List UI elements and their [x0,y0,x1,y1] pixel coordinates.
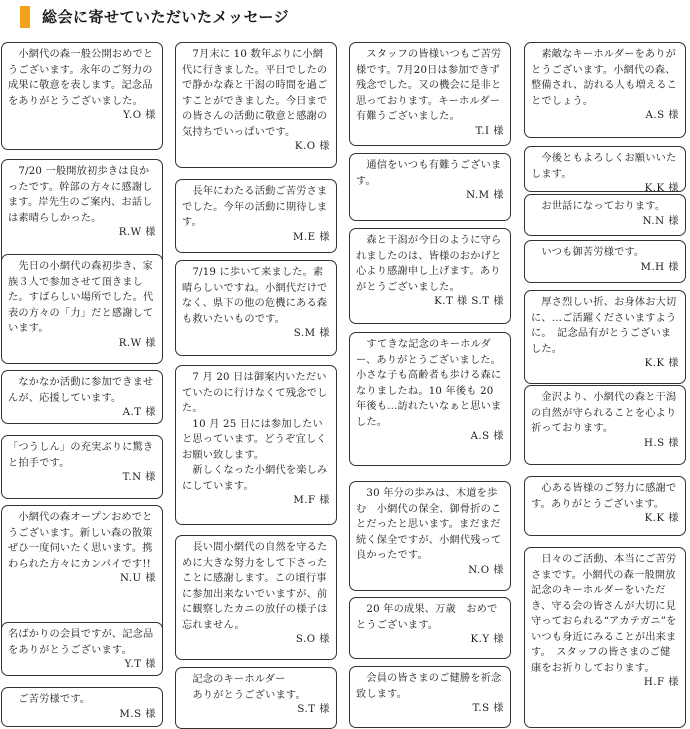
message-card [349,666,511,728]
message-text: 森と干潟が今日のように守られましたのは、皆様のおかげと心より感謝申し上げます。ありがとうございました。 [356,235,502,293]
message-text: 7/20 一般開放初歩きは良かったです。幹部の方々に感謝します。岸先生のご案内、お話しは素晴らしかった。 [8,166,153,224]
message-signature: K.Y 様 [470,634,504,645]
message-card [175,179,337,253]
message-signature: Y.O 様 [123,110,156,121]
message-text: 20 年の成果、万歳 おめでとうございます。 [356,604,498,631]
message-text: ご苦労様です。 [8,694,91,705]
message-card [1,42,163,150]
message-card [349,481,511,591]
message-card [349,332,511,466]
message-card [175,535,337,660]
message-signature: A.S 様 [645,110,679,121]
message-signature: K.O 様 [294,141,330,152]
message-text: 素敵なキーホルダーをありがとうございます。小網代の森、整備され、訪れる人も増えることでしょう。 [531,49,678,107]
message-card [524,194,686,236]
message-signature: N.N 様 [642,215,679,227]
message-card [349,597,511,659]
message-signature: A.S 様 [470,431,504,442]
message-card [1,370,163,424]
message-signature: N.U 様 [119,573,156,584]
message-card [349,228,511,324]
message-text: 7/19 に歩いて来ました。素晴らしいですね。小網代だけでなく、県下の他の危機にある森も救いたいものです。 [182,267,328,325]
message-text: 7 月 20 日は御案内いただいていたのに行けなくて残念でした。 10 月 25 日には参加したいと思っています。どうぞ宜しくお願い致します。 新しくなった小網代を楽しみにしています。 [182,372,328,492]
message-text: 金沢より、小網代の森と干潟の自然が守られることを心より祈っております。 [531,392,677,434]
message-text: 小網代の森オープンおめでとうございます。新しい森の散策ぜひ一度伺いたく思います。携わられた方々にカンパイです!! [8,512,153,570]
message-card [1,687,163,727]
message-card [524,290,686,384]
message-signature: K.K 様 [644,183,679,192]
message-card [524,146,686,192]
message-text: 小網代の森一般公開おめでとうございます。永年のご努力の成果に敬意を表します。記念品をありがとうございました。 [8,49,154,107]
message-text: お世話になっております。 [531,201,666,212]
message-signature: K.K 様 [644,358,679,369]
message-signature: K.K 様 [644,513,679,524]
message-card [524,240,686,283]
message-signature: K.T 様 S.T 様 [434,296,504,307]
message-signature: N.M 様 [466,190,504,201]
page-title: 総会に寄せていただいたメッセージ [42,8,290,26]
message-text: 日々のご活動、本当にご苦労さまです。小網代の森一般開放記念のキーホルダーをいただき、守る会の皆さんが大切に見守っておられる“アカテガニ”をいつも身近にみることが出来ます。 スタッフの皆さまのご健康をお祈りしております。 [531,554,677,674]
message-text: 名ばかりの会員ですが、記念品をありがとうございます。 [8,629,154,656]
message-card [175,667,337,729]
message-text: 心ある皆様のご努力に感謝です。ありがとうございます。 [531,483,677,510]
message-card [175,365,337,525]
message-card [1,435,163,499]
message-signature: T.S 様 [472,703,504,714]
message-signature: T.I 様 [475,125,504,137]
message-card [524,42,686,138]
message-text: 会員の皆さまのご健勝を祈念致します。 [356,673,502,700]
message-signature: M.S 様 [119,708,156,720]
message-text: 今後ともよろしくお願いいたします。 [531,153,677,180]
message-card [524,476,686,536]
message-signature: T.N 様 [122,472,156,483]
message-text: いつも御苦労様です。 [531,247,645,258]
message-signature: M.H 様 [640,261,679,273]
message-card [349,153,511,221]
message-text: 7月末に 10 数年ぶりに小網代に行きました。平日でしたので静かな森と干潟の時間を過ごすことができました。今日までの皆さんの活動に敬意と感謝の気持ちでいっぱいです。 [182,49,328,138]
message-signature: A.T 様 [122,407,156,418]
message-signature: S.M 様 [293,328,330,339]
message-card [175,260,337,356]
message-card [524,547,686,728]
message-signature: M.F 様 [293,495,330,506]
message-card [524,385,686,465]
message-text: すてきな記念のキーホルダー、ありがとうございました。小さな子も高齢者も歩ける森になりましたね。10 年後も 20 年後も…訪れたいなぁと思いました。 [356,339,502,428]
message-signature: Y.T 様 [124,659,156,670]
title-accent-bar [20,6,30,28]
message-text: なかなか活動に参加できませんが、応援しています。 [8,377,154,404]
message-text: 30 年分の歩みは、木道を歩む 小網代の保全、御骨折のことだったと思います。まだまだ続く保全ですが、小網代残って良かったです。 [356,488,502,561]
message-text: 記念のキーホルダー ありがとうございます。 [192,674,306,701]
message-signature: R.W 様 [118,227,156,238]
message-card [175,42,337,168]
message-signature: H.S 様 [643,437,679,449]
message-card [1,622,163,676]
message-signature: S.O 様 [295,634,330,645]
message-text: 通信をいつも有難うございます。 [356,160,502,187]
message-text: 厚さ烈しい折、お身体お大切に、…ご活躍くださいますように。 記念品有がとうございました。 [531,297,677,355]
message-signature: S.T 様 [297,704,330,715]
message-text: 長い間小網代の自然を守るために大きな努力をして下さったことに感謝します。この頃行事に参加出来ないでいますが、前に観察したカニの放仔の様子は忘れません。 [182,542,328,631]
message-signature: N.O 様 [468,564,504,576]
message-signature: R.W 様 [118,337,156,349]
message-signature: M.E 様 [292,231,330,243]
message-text: 「つうしん」の充実ぶりに驚きと拍手です。 [8,442,154,469]
message-card [1,254,163,364]
message-text: 先日の小網代の森初歩き、家族３人で参加させて頂きました。すばらしい場所でした。代表の方々の「力」だと感謝しています。 [8,261,154,334]
message-text: スタッフの皆様いつもご苦労様です。7月20日は参加できず残念でした。又の機会に是非と思っております。キーホルダー有難うございました。 [356,49,502,122]
message-card [349,42,511,146]
message-text: 長年にわたる活動ご苦労さまでした。今年の活動に期待します。 [182,186,328,228]
message-signature: H.F 様 [643,677,679,688]
